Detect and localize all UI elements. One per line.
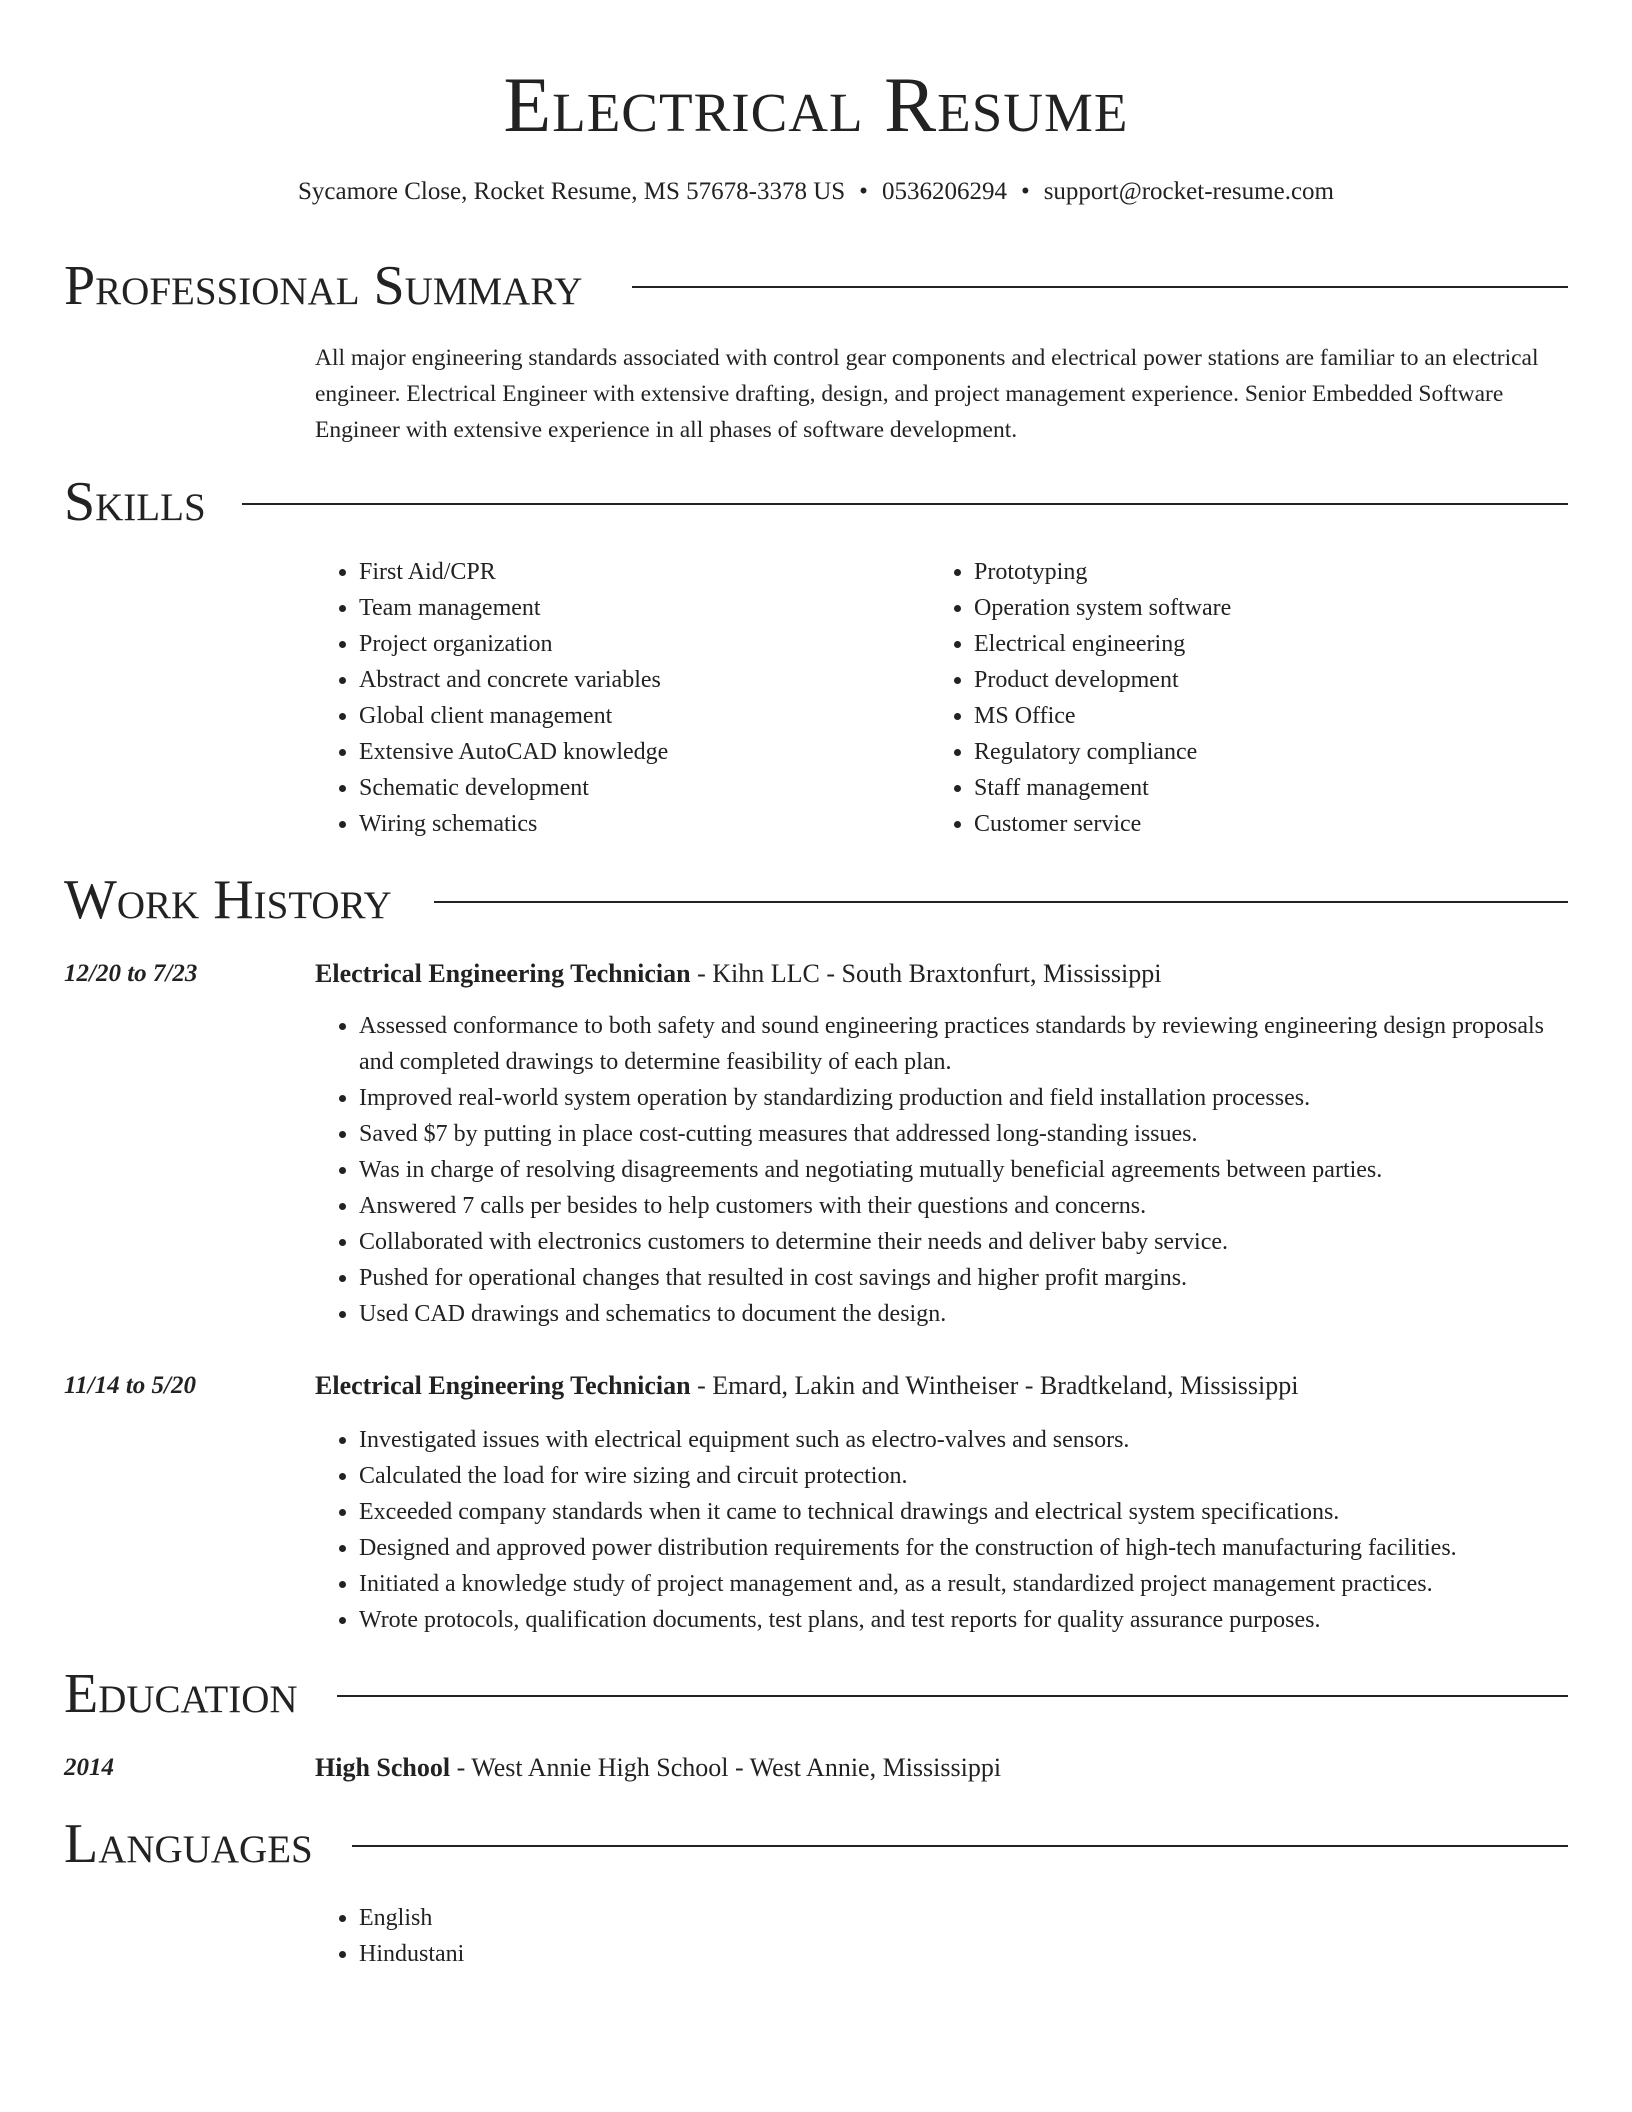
contact-phone: 0536206294 [881, 178, 1007, 205]
list-item: • Collaborated with electronics customers to determine their needs and deliver baby service. [359, 1224, 1569, 1260]
contact-line [0, 176, 1632, 208]
skills-list-left [315, 554, 919, 842]
list-item: • Used CAD drawings and schematics to document the design. [359, 1296, 1569, 1332]
list-item: • First Aid/CPR [359, 554, 919, 590]
list-item: • Regulatory compliance [974, 734, 1574, 770]
contact-separator: • [859, 178, 868, 205]
job-bullets [315, 1422, 1619, 1638]
list-item: • Calculated the load for wire sizing and circuit protection. [359, 1458, 1619, 1494]
list-item: • Prototyping [974, 554, 1574, 590]
list-item: • Team management [359, 590, 919, 626]
list-item: • Product development [974, 662, 1574, 698]
list-item: • Global client management [359, 698, 919, 734]
list-item: • Designed and approved power distribution requirements for the construction of high-tech manufacturing facilities. [359, 1530, 1619, 1566]
job-title-line [315, 956, 1161, 992]
education-heading: Education [64, 1663, 298, 1725]
languages-rule [352, 1845, 1568, 1847]
list-item: • Saved $7 by putting in place cost-cutting measures that addressed long-standing issues. [359, 1116, 1569, 1152]
contact-address: Sycamore Close, Rocket Resume, MS 57678-3378 US [297, 178, 846, 205]
summary-rule [632, 286, 1568, 288]
list-item: • Hindustani [359, 1936, 959, 1972]
work-heading: Work History [64, 869, 392, 931]
contact-email: support@rocket-resume.com [1043, 178, 1334, 205]
list-item: • Exceeded company standards when it came to technical drawings and electrical system specifications. [359, 1494, 1619, 1530]
resume-name: Electrical Resume [503, 61, 1129, 148]
list-item: • Customer service [974, 806, 1574, 842]
skills-heading: Skills [64, 471, 206, 533]
list-item: • MS Office [974, 698, 1574, 734]
job-detail: - Kihn LLC - South Braxtonfurt, Mississippi [690, 959, 1162, 988]
job-role: Electrical Engineering Technician [315, 1371, 691, 1400]
skills-rule [242, 503, 1568, 505]
list-item: • Investigated issues with electrical equipment such as electro-valves and sensors. [359, 1422, 1619, 1458]
list-item: • Schematic development [359, 770, 919, 806]
list-item: • Electrical engineering [974, 626, 1574, 662]
job-role: Electrical Engineering Technician [315, 959, 691, 988]
list-item: • Staff management [974, 770, 1574, 806]
list-item: • Answered 7 calls per besides to help customers with their questions and concerns. [359, 1188, 1569, 1224]
work-rule [434, 901, 1568, 903]
languages-heading: Languages [64, 1813, 313, 1875]
list-item: • Extensive AutoCAD knowledge [359, 734, 919, 770]
education-year: 2014 [64, 1754, 114, 1781]
list-item: • Pushed for operational changes that resulted in cost savings and higher profit margins. [359, 1260, 1569, 1296]
list-item: • Project organization [359, 626, 919, 662]
list-item: • Initiated a knowledge study of project management and, as a result, standardized project management practices. [359, 1566, 1619, 1602]
list-item: • Wiring schematics [359, 806, 919, 842]
job-dates: 12/20 to 7/23 [64, 960, 198, 987]
list-item: • Assessed conformance to both safety and sound engineering practices standards by reviewing engineering design proposals and completed drawings to determine feasibility of each plan. [359, 1008, 1569, 1080]
job-bullets [315, 1008, 1569, 1332]
list-item: • Wrote protocols, qualification documents, test plans, and test reports for quality assurance purposes. [359, 1602, 1619, 1638]
job-title-line [315, 1368, 1298, 1404]
list-item: • Was in charge of resolving disagreements and negotiating mutually beneficial agreements between parties. [359, 1152, 1569, 1188]
skills-list-right [930, 554, 1574, 842]
education-rule [337, 1695, 1568, 1697]
education-degree: High School [315, 1753, 451, 1782]
summary-text: All major engineering standards associated with control gear components and electrical power stations are familiar to an electrical engineer. Electrical Engineer with extensive drafting, design, and project management experience. Senior Embedded Software Engineer with extensive experience in all phases of software development. [315, 345, 1539, 443]
job-dates: 11/14 to 5/20 [64, 1372, 196, 1399]
job-detail: - Emard, Lakin and Wintheiser - Bradtkeland, Mississippi [690, 1371, 1299, 1400]
list-item: • English [359, 1900, 959, 1936]
summary-heading: Professional Summary [64, 255, 583, 317]
list-item: • Improved real-world system operation by standardizing production and field installation processes. [359, 1080, 1569, 1116]
list-item: • Operation system software [974, 590, 1574, 626]
contact-separator: • [1020, 178, 1030, 205]
education-detail: - West Annie High School - West Annie, Mississippi [450, 1753, 1002, 1782]
list-item: • Abstract and concrete variables [359, 662, 919, 698]
languages-list [315, 1900, 959, 1972]
education-line [315, 1750, 1001, 1786]
